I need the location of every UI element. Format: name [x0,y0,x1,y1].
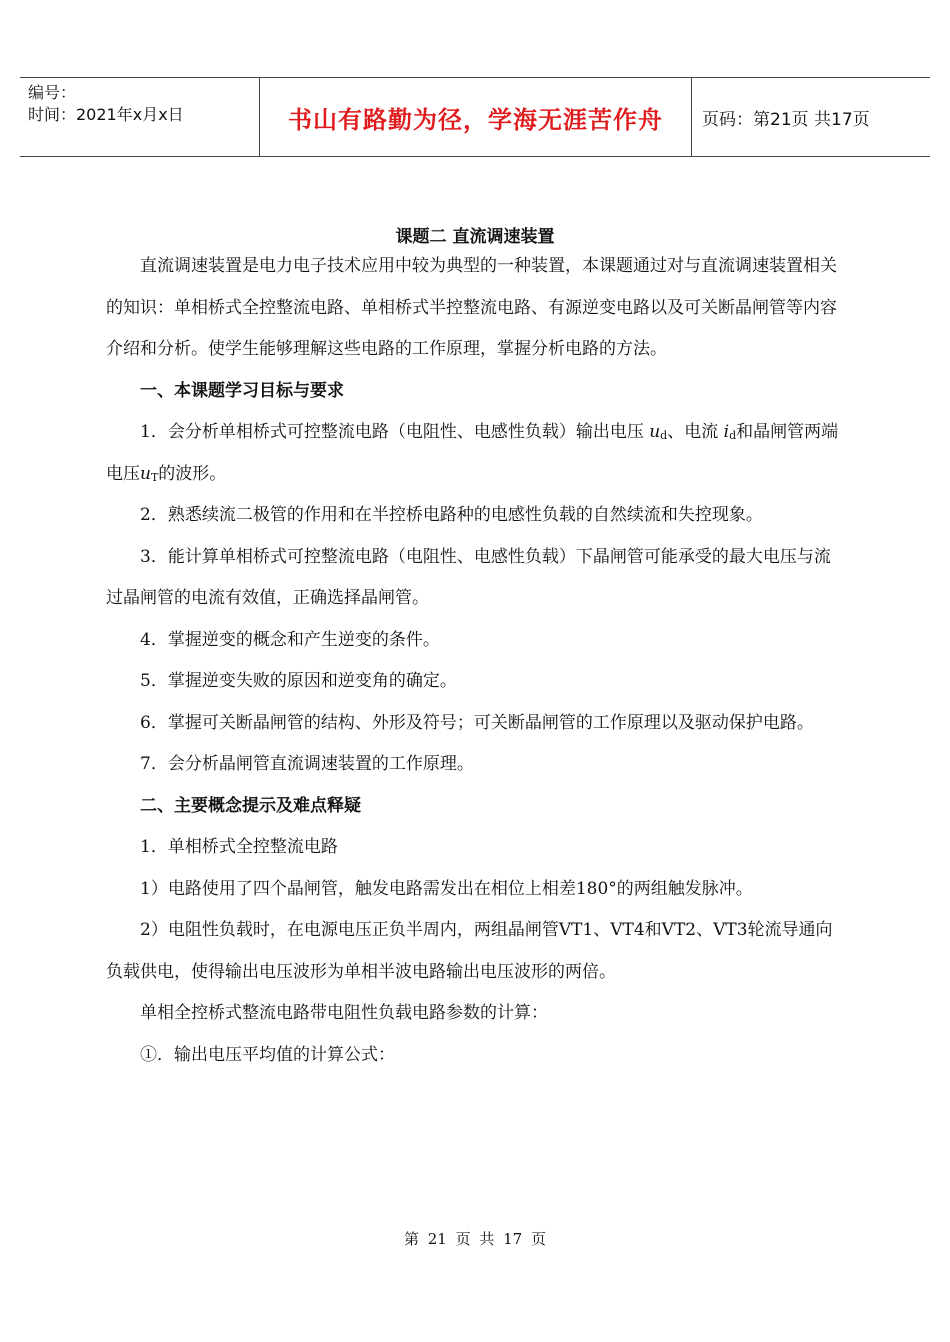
document-body [106,246,846,1076]
list-item: 7．会分析晶闸管直流调速装置的工作原理。 [140,754,474,774]
number-label: 编号： [28,83,77,102]
paragraph: 1）电路使用了四个晶闸管，触发电路需发出在相位上相差180°的两组触发脉冲。 [140,878,753,899]
header-table [20,77,930,157]
list-item: 4．掌握逆变的概念和产生逆变的条件。 [140,629,440,650]
page-footer: 第 21 页 共 17 页 [403,1230,546,1248]
paragraph: 1．单相桥式全控整流电路 [140,837,338,857]
section-heading: 二、主要概念提示及难点释疑 [140,795,361,816]
paragraph: ①．输出电压平均值的计算公式： [140,1044,395,1065]
page-info: 页码：第21页 共17页 [702,109,870,130]
list-item: 3．能计算单相桥式可控整流电路（电阻性、电感性负载）下晶闸管可能承受的最大电压与流过晶闸管的电流有效值，正确选择晶闸管。 [106,546,831,608]
list-item: 1．会分析单相桥式可控整流电路（电阻性、电感性负载）输出电压 $u_d$、电流 $i_d$和晶闸管两端电压$u_T$的波形。 [106,422,839,484]
header-meta [20,78,260,156]
list-item: 6．掌握可关断晶闸管的结构、外形及符号；可关断晶闸管的工作原理以及驱动保护电路。 [140,712,814,733]
motto: 书山有路勤为径，学海无涯苦作舟 [260,78,692,156]
intro-paragraph: 直流调速装置是电力电子技术应用中较为典型的一种装置，本课题通过对与直流调速装置相关的知识：单相桥式全控整流电路、单相桥式半控整流电路、有源逆变电路以及可关断晶闸管等内容介绍和分析。使学生能够理解这些电路的工作原理，掌握分析电路的方法。 [106,256,837,359]
time-label: 时间：2021年x月x日 [28,105,184,124]
paragraph: 2）电阻性负载时，在电源电压正负半周内，两组晶闸管VT1、VT4和VT2、VT3轮流导通向负载供电，使得输出电压波形为单相半波电路输出电压波形的两倍。 [106,920,833,982]
list-item: 2．熟悉续流二极管的作用和在半控桥电路种的电感性负载的自然续流和失控现象。 [140,505,763,525]
list-item: 5．掌握逆变失败的原因和逆变角的确定。 [140,671,457,691]
section-heading: 一、本课题学习目标与要求 [140,380,344,401]
paragraph: 单相全控桥式整流电路带电阻性负载电路参数的计算： [140,1003,548,1023]
document-title: 课题二 直流调速装置 [395,227,555,247]
